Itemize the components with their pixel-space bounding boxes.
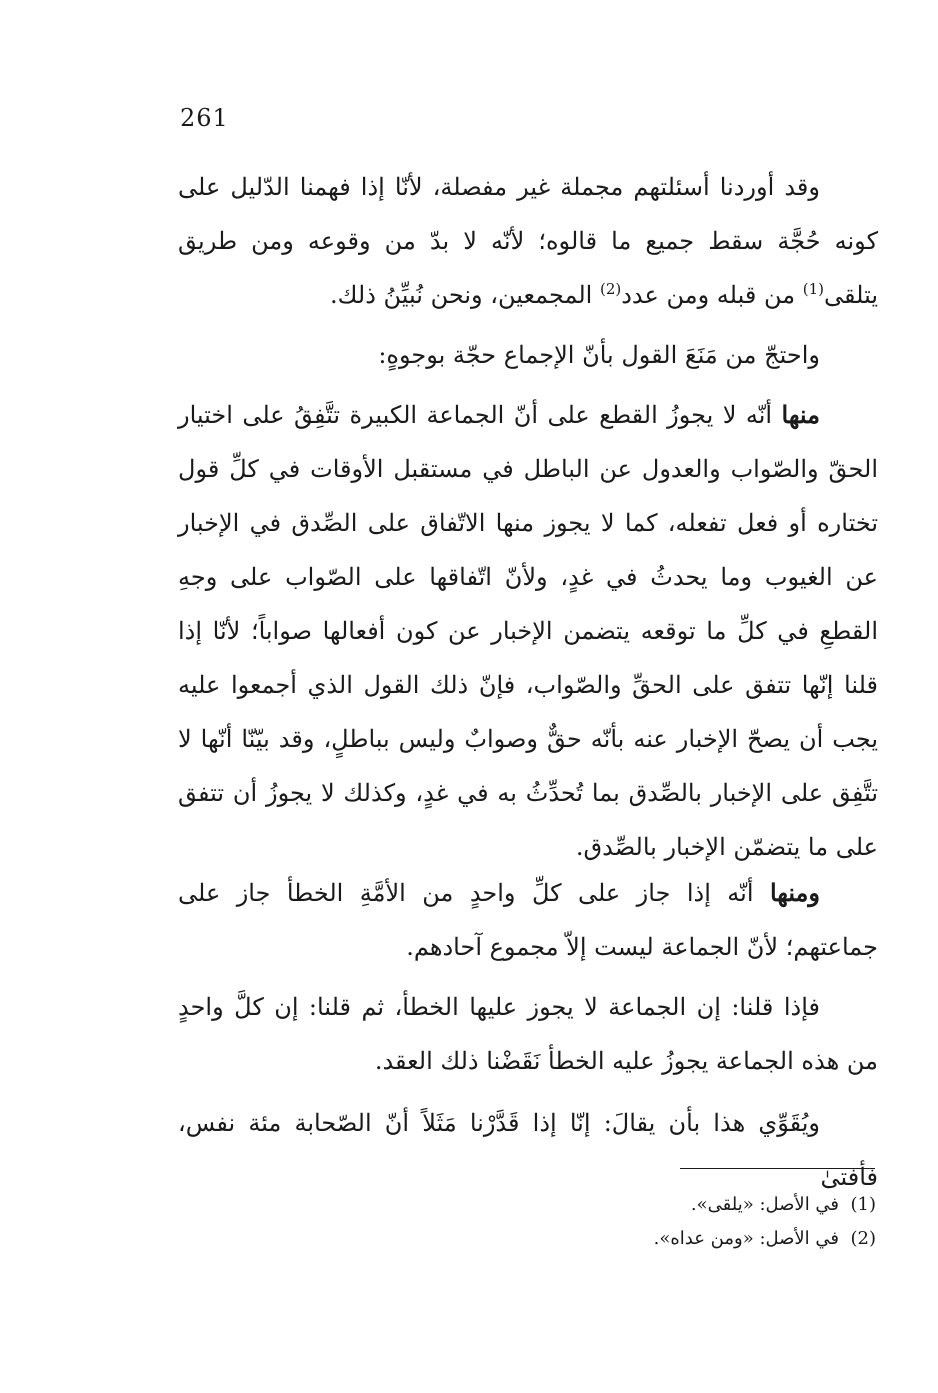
- footnote-number: (2): [850, 1228, 876, 1249]
- footnote-number: (1): [850, 1194, 876, 1215]
- footnotes: [376, 1188, 876, 1256]
- paragraph-3: [178, 388, 878, 874]
- text-span: أنّه لا يجوزُ القطع على أنّ الجماعة الكبيرة تتَّفِقُ على اختيار الحقّ والصّواب والعدول عن الباطل في مستقبل الأوقات في كلِّ قول تختاره أو فعل تفعله، كما لا يجوز منها الاتّفاق على الصِّدق في الإخبار عن الغيوب وما يحدثُ في غدٍ، ولأنّ اتّفاقها على الصّواب على وجهِ القطعِ في كلِّ ما توقعه يتضمن الإخبار عن كون أفعالها صواباً؛ لأنّا إذا قلنا إنّها تتفق على الحقِّ والصّواب، فإنّ ذلك القول الذي أجمعوا عليه يجب أن يصحّ الإخبار عنه بأنّه حقٌّ وصوابٌ وليس بباطلٍ، وقد بيّنّا أنّها لا تتَّفِق على الإخبار بالصِّدق بما تُحدِّثُ به في غدٍ، وكذلك لا يجوزُ أن تتفق على ما يتضمّن الإخبار بالصِّدق.: [178, 401, 879, 861]
- text-span: وقد أوردنا أسئلتهم مجملة غير مفصلة، لأنّا إذا فهمنا الدّليل على كونه حُجَّة سقط جميع ما قالوه؛ لأنّه لا بدّ من وقوعه ومن طريق يتلقى: [178, 173, 878, 309]
- footnote-text: في الأصل: «يلقى».: [690, 1194, 840, 1215]
- paragraph-text: ويُقَوِّي هذا بأن يقالَ: إنّا إذا قَدَّرْنا مَثَلاً أنّ الصّحابة مئة نفس، فأفتىٰ: [178, 1109, 878, 1191]
- text-span: المجمعين، ونحن نُبيِّنُ ذلك.: [330, 281, 600, 309]
- footnote-2: [376, 1222, 876, 1256]
- footnote-text: في الأصل: «ومن عداه».: [653, 1228, 840, 1249]
- paragraph-2: [178, 328, 878, 382]
- paragraph-text: واحتجّ من مَنَعَ القول بأنّ الإجماع حجّة بوجوهٍ:: [378, 341, 820, 369]
- text-span: من قبله ومن عدد: [621, 281, 803, 309]
- footnote-ref-2: (2): [599, 280, 622, 298]
- paragraph-text: [178, 866, 878, 974]
- paragraph-text: [178, 388, 878, 874]
- paragraph-text: فإذا قلنا: إن الجماعة لا يجوز عليها الخطأ، ثم قلنا: إن كلَّ واحدٍ من هذه الجماعة يجوزُ عليه الخطأ نَقَضْنا ذلك العقد.: [178, 993, 878, 1075]
- paragraph-4: [178, 866, 878, 974]
- footnote-separator: [680, 1168, 875, 1169]
- paragraph-lead-word: ومنها: [769, 878, 820, 907]
- paragraph-1: [178, 160, 878, 322]
- footnote-ref-1: (1): [802, 280, 824, 298]
- page-number: 261: [180, 104, 229, 132]
- text-span: أنّه إذا جاز على كلِّ واحدٍ من الأمَّةِ الخطأ جاز على جماعتهم؛ لأنّ الجماعة ليست إلاّ مجموع آحادهم.: [178, 879, 878, 961]
- paragraph-lead-word: منها: [781, 400, 820, 429]
- paragraph-5: [178, 980, 878, 1088]
- footnote-1: [376, 1188, 876, 1222]
- paragraph-text: [178, 160, 878, 322]
